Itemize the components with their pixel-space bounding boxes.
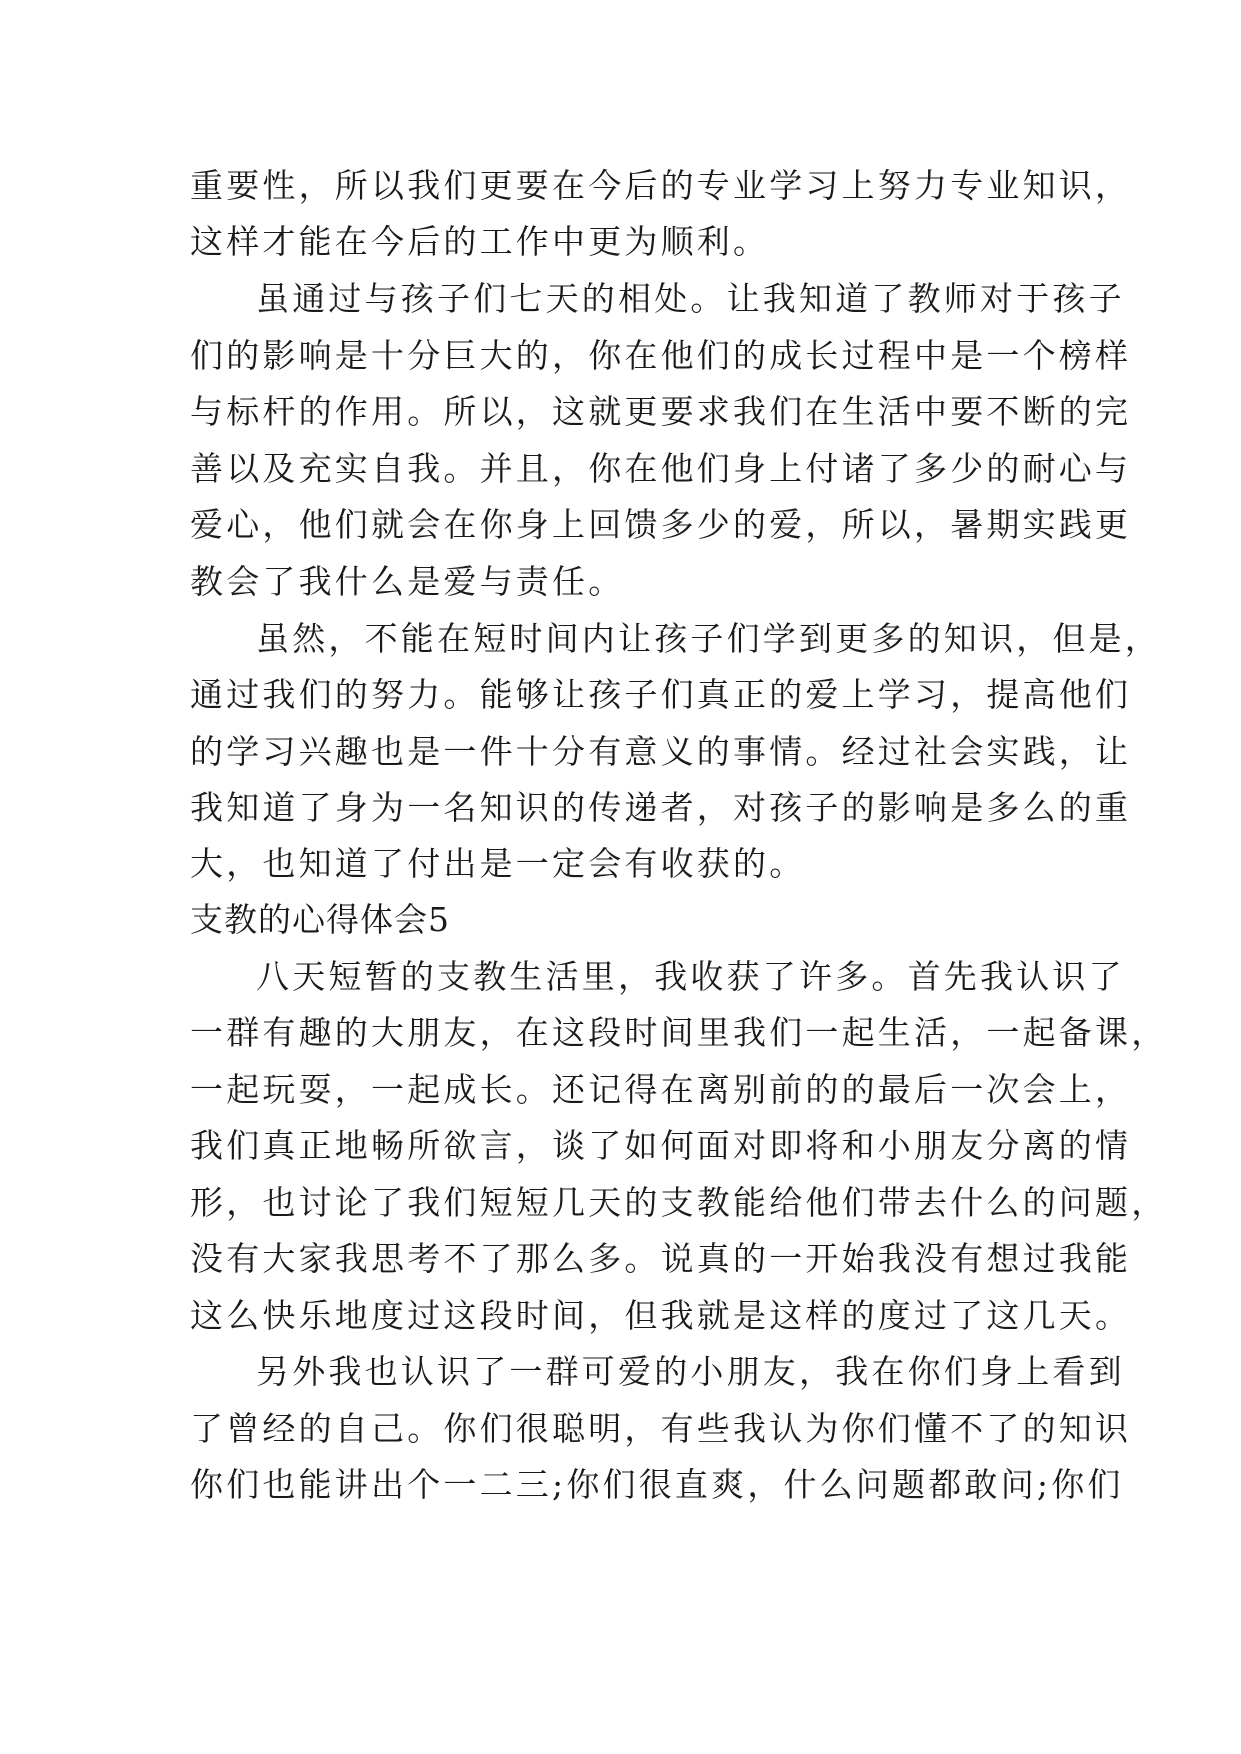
body-text-line: 爱心，他们就会在你身上回馈多少的爱，所以，暑期实践更 xyxy=(190,505,1132,544)
body-text-line: 这么快乐地度过这段时间，但我就是这样的度过了这几天。 xyxy=(190,1296,1132,1335)
body-text-line: 的学习兴趣也是一件十分有意义的事情。经过社会实践，让 xyxy=(190,732,1132,771)
body-text-line: 我们真正地畅所欲言，谈了如何面对即将和小朋友分离的情 xyxy=(190,1126,1132,1165)
body-text-line: 你们也能讲出个一二三;你们很直爽，什么问题都敢问;你们 xyxy=(190,1465,1124,1504)
body-text-line: 另外我也认识了一群可爱的小朋友，我在你们身上看到 xyxy=(256,1352,1125,1391)
body-text-line: 虽通过与孩子们七天的相处。让我知道了教师对于孩子 xyxy=(256,279,1125,318)
body-text-line: 这样才能在今后的工作中更为顺利。 xyxy=(190,222,770,261)
body-text-line: 与标杆的作用。所以，这就更要求我们在生活中要不断的完 xyxy=(190,392,1132,431)
body-text-line: 们的影响是十分巨大的，你在他们的成长过程中是一个榜样 xyxy=(190,336,1132,375)
body-text-line: 通过我们的努力。能够让孩子们真正的爱上学习，提高他们 xyxy=(190,675,1132,714)
section-heading: 支教的心得体会5 xyxy=(190,900,450,939)
body-text-line: 我知道了身为一名知识的传递者，对孩子的影响是多么的重 xyxy=(190,788,1132,827)
body-text-line: 没有大家我思考不了那么多。说真的一开始我没有想过我能 xyxy=(190,1239,1132,1278)
body-text-line: 大，也知道了付出是一定会有收获的。 xyxy=(190,844,806,883)
body-text-line: 教会了我什么是爱与责任。 xyxy=(190,562,625,601)
body-text-line: 虽然，不能在短时间内让孩子们学到更多的知识，但是， xyxy=(256,619,1161,658)
body-text-line: 八天短暂的支教生活里，我收获了许多。首先我认识了 xyxy=(256,957,1125,996)
body-text-line: 了曾经的自己。你们很聪明，有些我认为你们懂不了的知识 xyxy=(190,1409,1132,1448)
body-text-line: 一群有趣的大朋友，在这段时间里我们一起生活，一起备课， xyxy=(190,1013,1168,1052)
body-text-line: 善以及充实自我。并且，你在他们身上付诸了多少的耐心与 xyxy=(190,449,1132,488)
body-text-line: 一起玩耍，一起成长。还记得在离别前的的最后一次会上， xyxy=(190,1070,1132,1109)
body-text-line: 重要性，所以我们更要在今后的专业学习上努力专业知识， xyxy=(190,166,1132,205)
body-text-line: 形，也讨论了我们短短几天的支教能给他们带去什么的问题， xyxy=(190,1183,1168,1222)
